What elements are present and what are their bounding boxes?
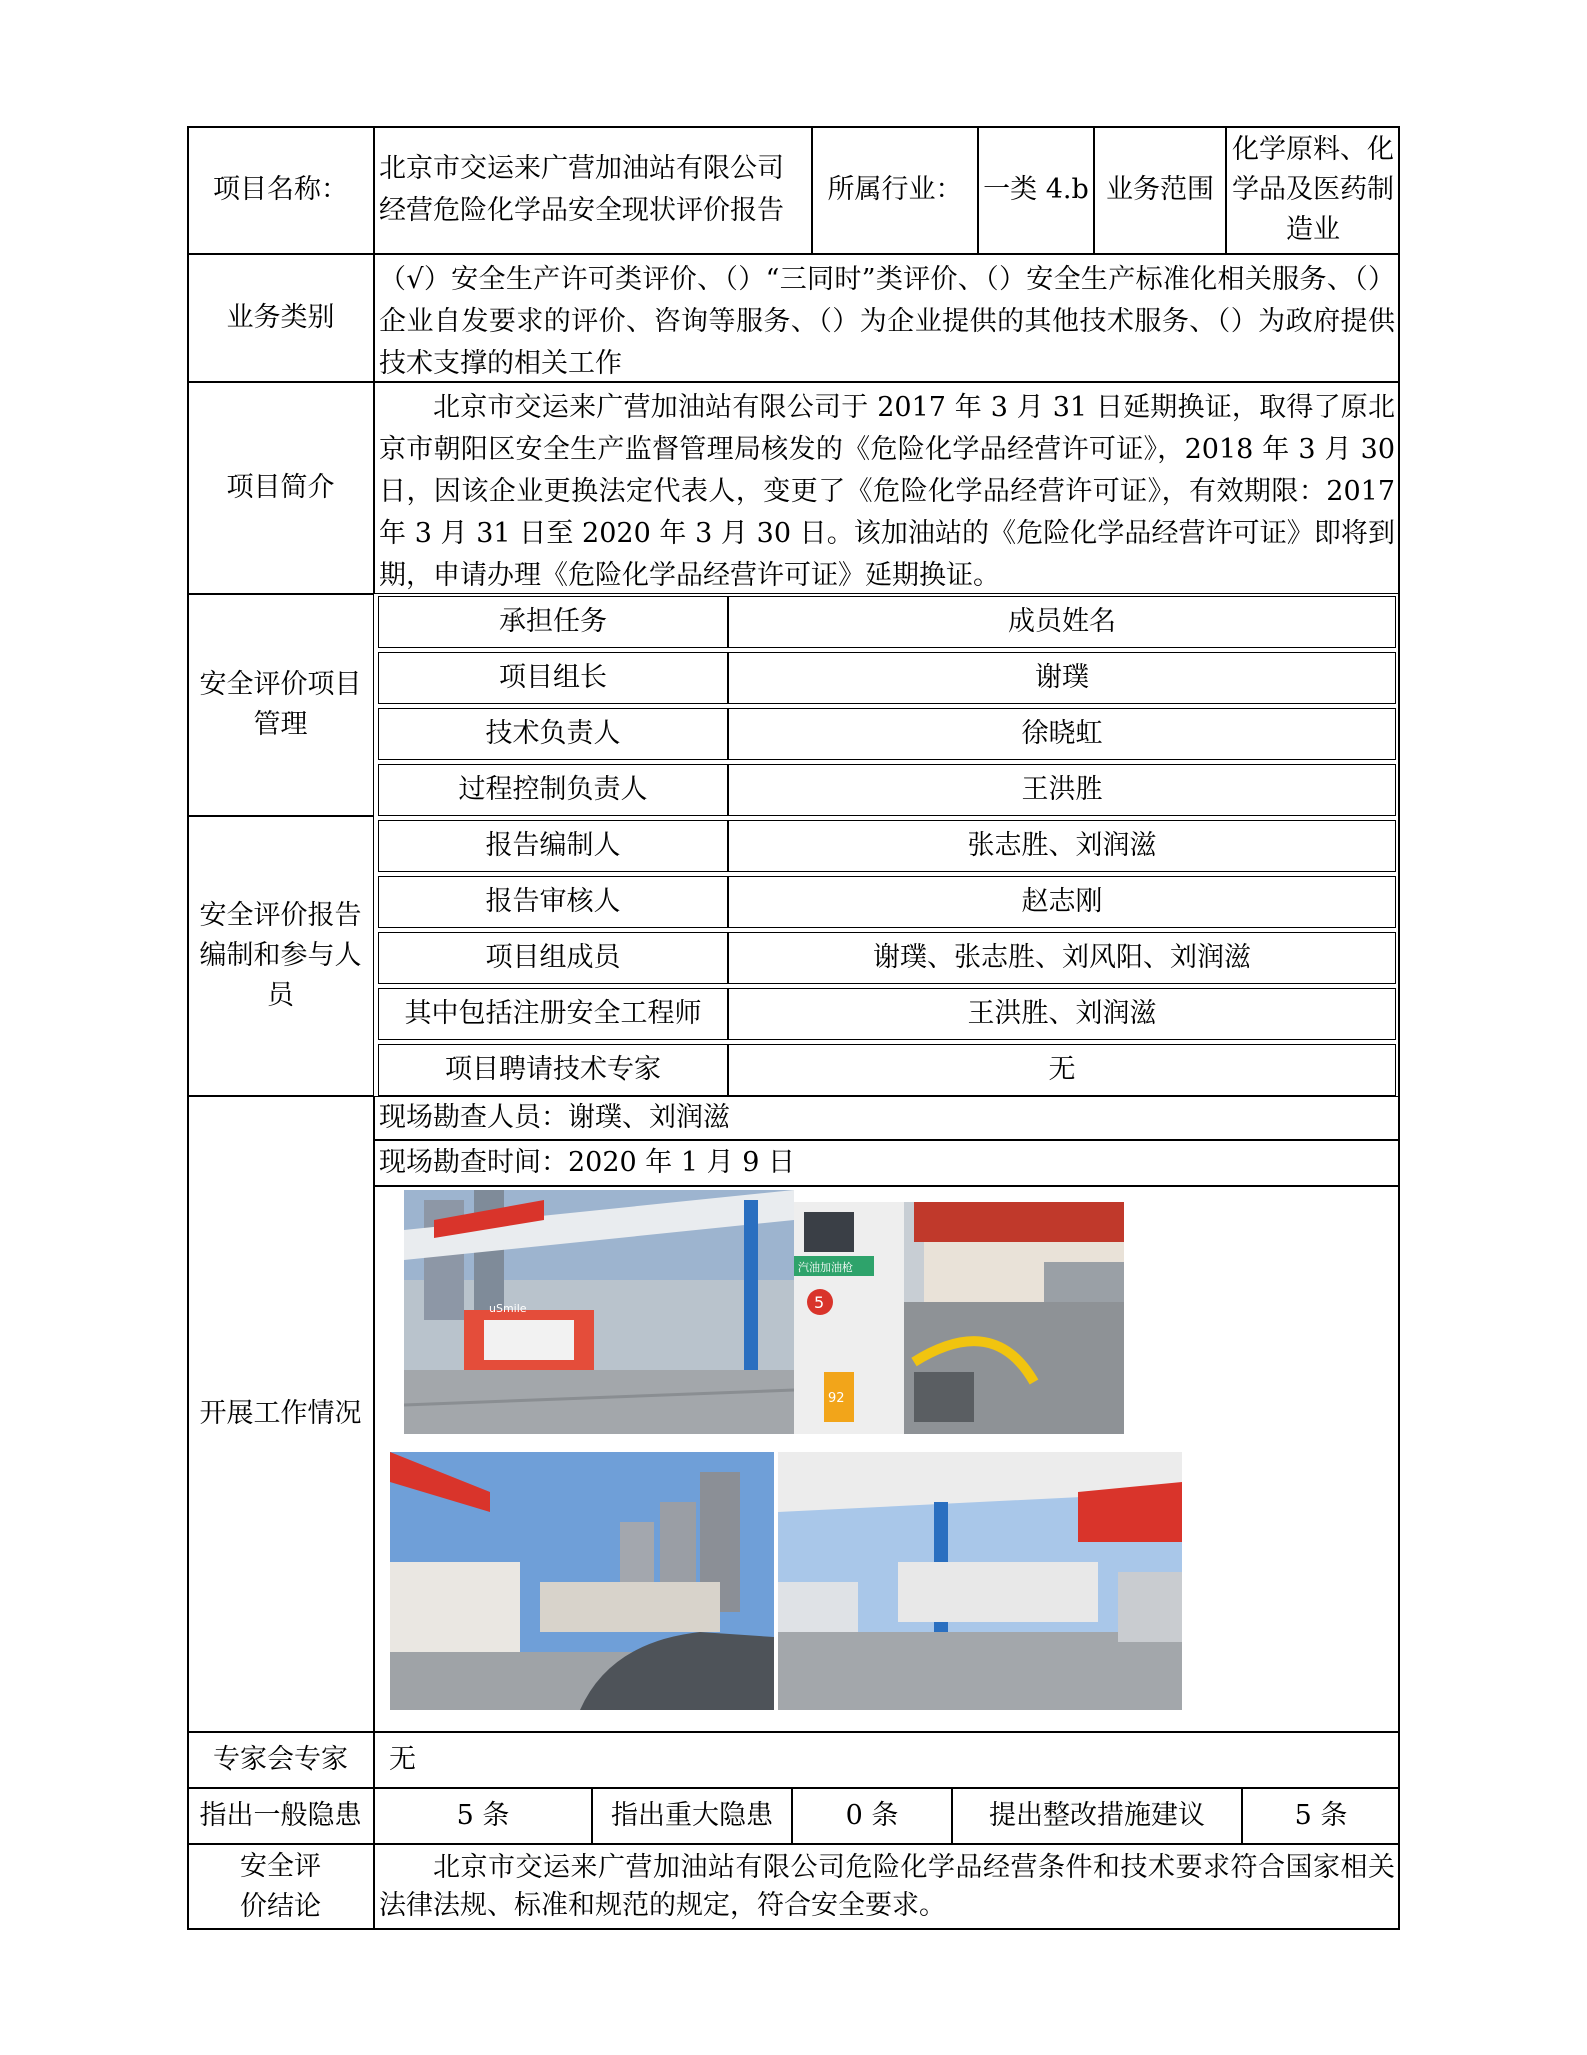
work-label: 开展工作情况 <box>187 1096 374 1732</box>
inspection-date-line: 现场勘查时间：2020 年 1 月 9 日 <box>374 1140 1400 1186</box>
project-intro-value: 北京市交运来广营加油站有限公司于 2017 年 3 月 31 日延期换证，取得了原北京市朝阳区安全生产监督管理局核发的《危险化学品经营许可证》，2018 年 3 月 30 日，因该企业更换法定代表人，变更了《危险化学品经营许可证》，有效期限：2017 年 3 月 31 日至 2020 年 3 月 30 日。该加油站的《危险化学品经营许可证》即将到期，申请办理《危险化学品经营许可证》延期换证。 <box>374 382 1400 594</box>
member-cell: 张志胜、刘润滋 <box>728 820 1396 872</box>
scope-label: 业务范围 <box>1094 126 1226 254</box>
fuel-grade: 92 <box>828 1391 845 1406</box>
task-header: 承担任务 <box>378 596 728 648</box>
measures-label: 提出整改措施建议 <box>952 1788 1242 1844</box>
dispenser-label: 汽油加油枪 <box>798 1261 853 1274</box>
task-cell: 过程控制负责人 <box>378 764 728 816</box>
task-cell: 报告编制人 <box>378 820 728 872</box>
member-cell: 王洪胜 <box>728 764 1396 816</box>
conclusion-value: 北京市交运来广营加油站有限公司危险化学品经营条件和技术要求符合国家相关法律法规、标准和规范的规定，符合安全要求。 <box>374 1844 1400 1930</box>
pump-number: 5 <box>814 1293 825 1312</box>
conclusion-label: 安全评价结论 <box>187 1844 374 1930</box>
inspectors-line: 现场勘查人员：谢璞、刘润滋 <box>374 1096 1400 1140</box>
gas-station-canopy-photo <box>404 1190 794 1434</box>
task-cell: 项目组成员 <box>378 932 728 984</box>
task-cell: 项目聘请技术专家 <box>378 1044 728 1096</box>
industry-value: 一类 4.b <box>978 126 1094 254</box>
business-type-label: 业务类别 <box>187 254 374 382</box>
task-cell: 报告审核人 <box>378 876 728 928</box>
member-cell: 王洪胜、刘润滋 <box>728 988 1396 1040</box>
member-cell: 谢璞、张志胜、刘风阳、刘润滋 <box>728 932 1396 984</box>
member-cell: 谢璞 <box>728 652 1396 704</box>
industry-label: 所属行业： <box>812 126 978 254</box>
station-building-photo <box>390 1452 774 1710</box>
general-hazard-label: 指出一般隐患 <box>187 1788 374 1844</box>
member-header: 成员姓名 <box>728 596 1396 648</box>
task-cell: 项目组长 <box>378 652 728 704</box>
brand-sign: uSmile <box>489 1302 527 1315</box>
report-staff-label: 安全评价报告编制和参与人员 <box>187 816 374 1096</box>
member-cell: 无 <box>728 1044 1396 1096</box>
scope-value: 化学原料、化学品及医药制造业 <box>1226 126 1400 254</box>
task-cell: 技术负责人 <box>378 708 728 760</box>
management-label: 安全评价项目管理 <box>187 594 374 816</box>
project-intro-label: 项目简介 <box>187 382 374 594</box>
business-type-value: （√）安全生产许可类评价、（）“三同时”类评价、（）安全生产标准化相关服务、（）企业自发要求的评价、咨询等服务、（）为企业提供的其他技术服务、（）为政府提供技术支撑的相关工作 <box>374 254 1400 382</box>
general-hazard-value: 5 条 <box>374 1788 592 1844</box>
task-cell: 其中包括注册安全工程师 <box>378 988 728 1040</box>
major-hazard-value: 0 条 <box>792 1788 952 1844</box>
experts-label: 专家会专家 <box>187 1732 374 1788</box>
experts-value: 无 <box>374 1732 1400 1788</box>
station-forecourt-photo <box>778 1452 1182 1710</box>
major-hazard-label: 指出重大隐患 <box>592 1788 792 1844</box>
member-cell: 赵志刚 <box>728 876 1396 928</box>
measures-value: 5 条 <box>1242 1788 1400 1844</box>
member-cell: 徐晓虹 <box>728 708 1396 760</box>
fuel-dispenser-photo <box>794 1202 1124 1434</box>
project-name-value: 北京市交运来广营加油站有限公司经营危险化学品安全现状评价报告 <box>374 126 812 254</box>
project-name-label: 项目名称： <box>187 126 374 254</box>
